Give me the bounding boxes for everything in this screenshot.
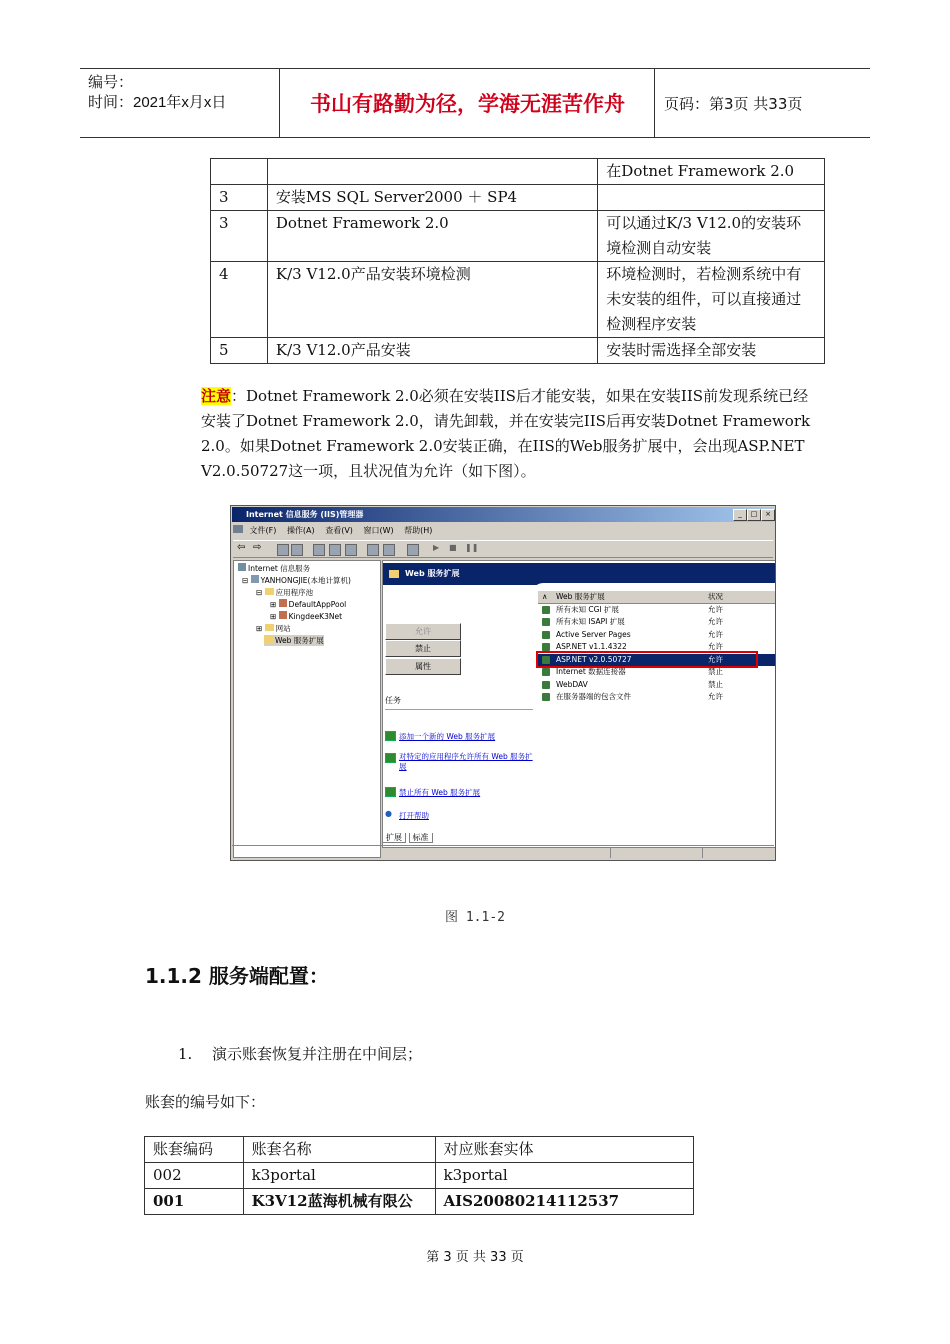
table-cell: 4 (211, 262, 268, 338)
folder-icon (264, 636, 273, 643)
extension-icon (542, 606, 550, 614)
deny-icon (385, 787, 396, 797)
tree-item-default-pool[interactable]: ⊞ DefaultAppPool (270, 600, 347, 609)
menu-action[interactable]: 操作(A) (286, 526, 315, 535)
menu-help[interactable]: 帮助(H) (404, 526, 433, 535)
table-cell: AIS20080214112537 (435, 1189, 694, 1215)
tree-item-computer[interactable]: ⊟ YANHONGJIE(本地计算机) (242, 576, 351, 585)
account-intro: 账套的编号如下： (145, 1093, 266, 1111)
step-text: 演示账套恢复并注册在中间层； (212, 1045, 423, 1063)
tab-extended[interactable]: 扩展 (382, 833, 406, 843)
help-icon[interactable] (367, 544, 379, 556)
header-number: 编号： (88, 74, 134, 91)
table-cell: K/3 V12.0产品安装环境检测 (267, 262, 597, 338)
table-row (211, 211, 825, 262)
list-item[interactable]: 在服务器端的包含文件 允许 (538, 691, 775, 703)
column-header-status[interactable]: 状况 (708, 592, 723, 601)
table-row (211, 159, 825, 185)
page-footer: 第 3 页 共 33 页 (426, 1250, 524, 1265)
table-cell: k3portal (435, 1163, 694, 1189)
pool-icon (279, 599, 287, 607)
folder-icon (265, 588, 274, 595)
close-button[interactable]: × (761, 509, 775, 521)
step-number: 1. (178, 1045, 193, 1063)
list-item[interactable]: ASP.NET v1.1.4322 允许 (538, 641, 775, 653)
table-cell: 001 (145, 1189, 244, 1215)
task-allow-all[interactable]: 对特定的应用程序允许所有 Web 服务扩展 (399, 752, 533, 771)
table-header-cell: 账套编码 (145, 1137, 244, 1163)
refresh-icon[interactable] (329, 544, 341, 556)
extensions-list (538, 591, 775, 816)
table-cell: 环境检测时，若检测系统中有未安装的组件，可以直接通过检测程序安装 (598, 262, 825, 338)
list-item[interactable]: Internet 数据连接器 禁止 (538, 666, 775, 678)
table-cell: K3V12蓝海机械有限公 (243, 1189, 435, 1215)
maximize-button[interactable]: □ (747, 509, 761, 521)
list-item[interactable]: Active Server Pages 允许 (538, 629, 775, 641)
page-header (80, 68, 870, 138)
iis-titlebar (232, 507, 774, 522)
tree-item-websites[interactable]: ⊞ 网站 (256, 624, 291, 633)
tree-item-root[interactable]: Internet 信息服务 (238, 563, 310, 574)
tab-standard[interactable]: 标准 (409, 833, 433, 843)
stop-icon[interactable]: ■ (449, 543, 457, 552)
tab-strip (382, 832, 433, 843)
app-icon (233, 525, 243, 533)
properties-button[interactable]: 属性 (385, 658, 461, 675)
tree-view (233, 560, 381, 858)
deny-button[interactable]: 禁止 (385, 640, 461, 657)
minimize-button[interactable]: _ (733, 509, 747, 521)
back-icon[interactable]: ⇦ (237, 542, 246, 553)
list-item[interactable]: 所有未知 CGI 扩展 允许 (538, 604, 775, 616)
header-motto: 书山有路勤为径，学海无涯苦作舟 (281, 69, 655, 137)
iis-screenshot (230, 505, 776, 861)
table-row (211, 338, 825, 364)
extension-icon (542, 643, 550, 651)
table-cell: k3portal (243, 1163, 435, 1189)
computer-icon[interactable] (407, 544, 419, 556)
menu-bar (233, 524, 773, 538)
allow-button[interactable]: 允许 (385, 623, 461, 640)
table-cell: Dotnet Framework 2.0 (267, 211, 597, 262)
folder-icon (265, 624, 274, 631)
list-item[interactable]: WebDAV 禁止 (538, 679, 775, 691)
allow-icon (385, 753, 396, 763)
table-cell (211, 159, 268, 185)
play-icon[interactable]: ▶ (433, 543, 440, 552)
table-cell: K/3 V12.0产品安装 (267, 338, 597, 364)
table-cell: 可以通过K/3 V12.0的安装环境检测自动安装 (598, 211, 825, 262)
note-text: ：Dotnet Framework 2.0必须在安装IIS后才能安装，如果在安装IIS前发现系统已经安装了Dotnet Framework 2.0，请先卸载，并在安装完IIS后再安装Dotnet Framework 2.0。如果Dotnet Framework 2.0安装正确，在IIS的Web服务扩展中，会出现ASP.NET V2.0.50727这一项，且状况值为允许（如下图）。 (201, 387, 811, 480)
note-label: 注意 (201, 387, 232, 405)
detail-pane (382, 560, 776, 848)
add-icon (385, 731, 396, 741)
table-cell (267, 159, 597, 185)
table-cell: 安装MS SQL Server2000 ＋ SP4 (267, 185, 597, 211)
menu-window[interactable]: 窗口(W) (363, 526, 394, 535)
tree-item-kingdee-pool[interactable]: ⊞ KingdeeK3Net (270, 612, 343, 621)
header-page: 页码：第3页 共33页 (664, 94, 803, 113)
properties-icon[interactable] (313, 544, 325, 556)
help-icon: ● (385, 809, 392, 818)
pause-icon[interactable]: ❚❚ (465, 543, 479, 552)
figure-caption: 图 1.1-2 (445, 910, 505, 925)
list-header (538, 591, 775, 604)
toolbar (233, 540, 773, 558)
tree-item-web-extensions[interactable]: Web 服务扩展 (264, 635, 324, 646)
table-cell: 安装时需选择全部安装 (598, 338, 825, 364)
header-date: 时间：2021年x月x日 (88, 94, 227, 111)
sort-icon: ∧ (542, 592, 548, 601)
show-tree-icon[interactable] (291, 544, 303, 556)
pool-icon (279, 611, 287, 619)
column-header-extension[interactable]: Web 服务扩展 (556, 592, 605, 601)
table-cell: 3 (211, 185, 268, 211)
table-row (211, 185, 825, 211)
extension-icon (542, 668, 550, 676)
up-icon[interactable] (277, 544, 289, 556)
status-divider (610, 847, 611, 858)
table-cell: 002 (145, 1163, 244, 1189)
console-icon[interactable] (383, 544, 395, 556)
extension-icon (542, 681, 550, 689)
list-item[interactable]: 所有未知 ISAPI 扩展 允许 (538, 616, 775, 628)
extension-icon (542, 631, 550, 639)
list-item-selected[interactable]: ASP.NET v2.0.50727 允许 (538, 654, 775, 666)
folder-icon (389, 570, 399, 578)
status-bar (232, 845, 774, 859)
table-header-cell: 对应账套实体 (435, 1137, 694, 1163)
forward-icon[interactable]: ⇨ (253, 542, 262, 553)
menu-view[interactable]: 查看(V) (325, 526, 353, 535)
install-table (210, 158, 825, 364)
extension-icon (542, 693, 550, 701)
status-divider (702, 847, 703, 858)
table-row (145, 1163, 694, 1189)
menu-file[interactable]: 文件(F) (249, 526, 277, 535)
computer-icon (251, 575, 259, 583)
table-header-cell: 账套名称 (243, 1137, 435, 1163)
task-deny-all[interactable]: 禁止所有 Web 服务扩展 (399, 788, 481, 797)
table-header-row (145, 1137, 694, 1163)
table-row (145, 1189, 694, 1215)
table-cell: 5 (211, 338, 268, 364)
task-open-help[interactable]: 打开帮助 (399, 811, 429, 820)
table-cell (598, 185, 825, 211)
header-meta (80, 69, 280, 137)
server-icon (238, 563, 246, 571)
tree-item-app-pools[interactable]: ⊟ 应用程序池 (256, 588, 314, 597)
iis-title: Internet 信息服务 (IIS)管理器 (246, 510, 364, 519)
note-paragraph (201, 384, 813, 484)
account-table (144, 1136, 694, 1215)
section-heading: 1.1.2 服务端配置： (145, 964, 329, 988)
extension-icon (542, 618, 550, 626)
export-icon[interactable] (345, 544, 357, 556)
pane-title: Web 服务扩展 (405, 569, 460, 578)
tasks-divider (385, 709, 533, 710)
table-cell: 3 (211, 211, 268, 262)
task-add-extension[interactable]: 添加一个新的 Web 服务扩展 (399, 732, 496, 741)
table-cell: 在Dotnet Framework 2.0 (598, 159, 825, 185)
table-row (211, 262, 825, 338)
tasks-label: 任务 (385, 696, 401, 705)
pane-header (383, 563, 775, 585)
highlight-box (536, 651, 758, 668)
